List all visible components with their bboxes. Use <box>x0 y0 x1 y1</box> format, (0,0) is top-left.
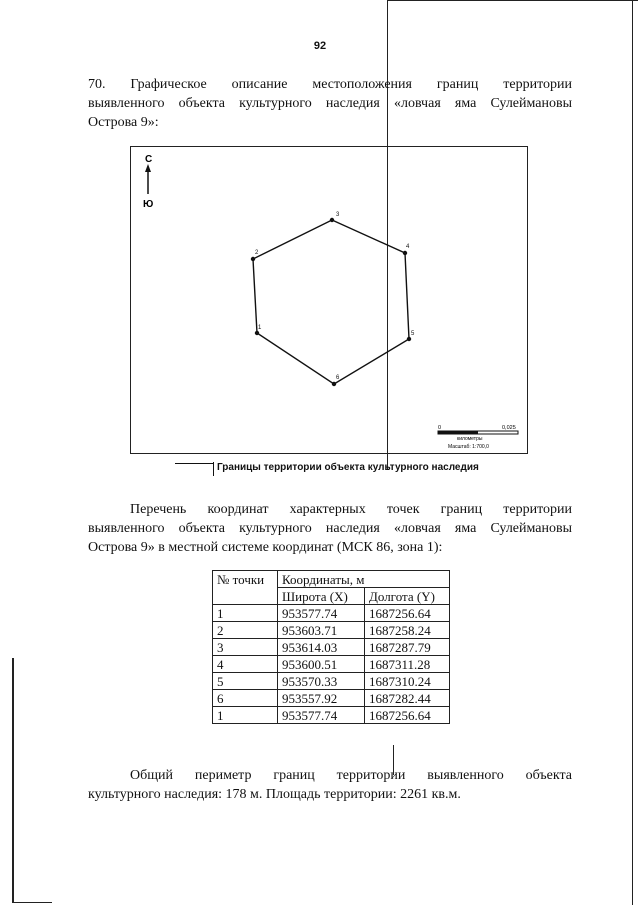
scan-artifact-bottom-line <box>12 902 52 903</box>
table-row <box>213 673 450 690</box>
cell-y: 1687282.44 <box>365 690 450 707</box>
vertex-label-4: 4 <box>406 244 410 250</box>
cell-point: 4 <box>213 656 278 673</box>
map-legend <box>175 462 479 476</box>
cell-point: 3 <box>213 639 278 656</box>
scale-start: 0 <box>438 425 442 431</box>
vertex-5 <box>407 337 411 341</box>
intro-line-3: Острова 9»: <box>88 115 159 130</box>
cell-y: 1687256.64 <box>365 605 450 622</box>
summary <box>88 766 572 804</box>
coordinates-table <box>212 570 450 724</box>
cell-x: 953577.74 <box>278 605 365 622</box>
summary-line-1: Общий периметр границ территории выявленного объекта <box>130 768 572 783</box>
scan-artifact-top-line <box>388 0 638 1</box>
vertex-label-3: 3 <box>336 212 340 218</box>
list-intro-line-1: Перечень координат характерных точек границ территории <box>130 502 572 517</box>
cell-point: 1 <box>213 605 278 622</box>
cell-x: 953570.33 <box>278 673 365 690</box>
intro-line-1: 70. Графическое описание местоположения границ территории <box>88 77 572 92</box>
cell-x: 953614.03 <box>278 639 365 656</box>
cell-point: 2 <box>213 622 278 639</box>
list-intro-line-3: Острова 9» в местной системе координат (МСК 86, зона 1): <box>88 540 443 555</box>
cell-point: 6 <box>213 690 278 707</box>
header-coords: Координаты, м <box>278 571 450 588</box>
vertex-label-1: 1 <box>258 325 262 331</box>
vertex-6 <box>332 382 336 386</box>
vertex-4 <box>403 251 407 255</box>
scan-artifact-left-edge <box>12 658 14 903</box>
vertex-2 <box>251 257 255 261</box>
cell-y: 1687258.24 <box>365 622 450 639</box>
cell-point: 1 <box>213 707 278 724</box>
boundary-polygon <box>253 220 409 384</box>
header-x: Широта (X) <box>278 588 365 605</box>
cell-y: 1687311.28 <box>365 656 450 673</box>
vertex-label-5: 5 <box>411 331 415 337</box>
cell-y: 1687287.79 <box>365 639 450 656</box>
south-label: Ю <box>143 199 154 210</box>
table-row <box>213 690 450 707</box>
north-arrow-icon <box>145 164 151 194</box>
header-y: Долгота (Y) <box>365 588 450 605</box>
site-boundary-map-drawing <box>130 146 528 454</box>
table-row <box>213 605 450 622</box>
table-row <box>213 656 450 673</box>
list-intro-line-2: выявленного объекта культурного наследия «ловчая яма Сулеймановы <box>88 521 572 536</box>
vertex-label-2: 2 <box>255 250 259 256</box>
cell-point: 5 <box>213 673 278 690</box>
coordinates-intro <box>88 500 572 557</box>
scale-end: 0,025 <box>502 425 516 431</box>
header-point: № точки <box>213 571 278 605</box>
scale-text: Масштаб: 1:700,0 <box>448 444 489 450</box>
cell-x: 953577.74 <box>278 707 365 724</box>
page-number: 92 <box>313 40 327 52</box>
table-row <box>213 707 450 724</box>
legend-line-symbol <box>175 463 213 464</box>
vertex-label-6: 6 <box>336 375 340 381</box>
cell-y: 1687310.24 <box>365 673 450 690</box>
scale-units: километры <box>457 436 483 442</box>
table-header-row <box>213 571 450 588</box>
table-row <box>213 639 450 656</box>
scale-bar <box>438 425 518 450</box>
summary-line-2: культурного наследия: 178 м. Площадь территории: 2261 кв.м. <box>88 787 461 802</box>
table-row <box>213 622 450 639</box>
north-label: С <box>145 154 153 165</box>
legend-text: Границы территории объекта культурного наследия <box>217 462 479 473</box>
cell-x: 953557.92 <box>278 690 365 707</box>
scan-artifact-right-edge <box>632 0 633 905</box>
section-intro <box>88 75 572 132</box>
cell-y: 1687256.64 <box>365 707 450 724</box>
legend-tick-symbol <box>213 462 214 476</box>
cell-x: 953600.51 <box>278 656 365 673</box>
cell-x: 953603.71 <box>278 622 365 639</box>
vertex-3 <box>330 218 334 222</box>
vertex-1 <box>255 331 259 335</box>
intro-line-2: выявленного объекта культурного наследия «ловчая яма Сулеймановы <box>88 96 572 111</box>
